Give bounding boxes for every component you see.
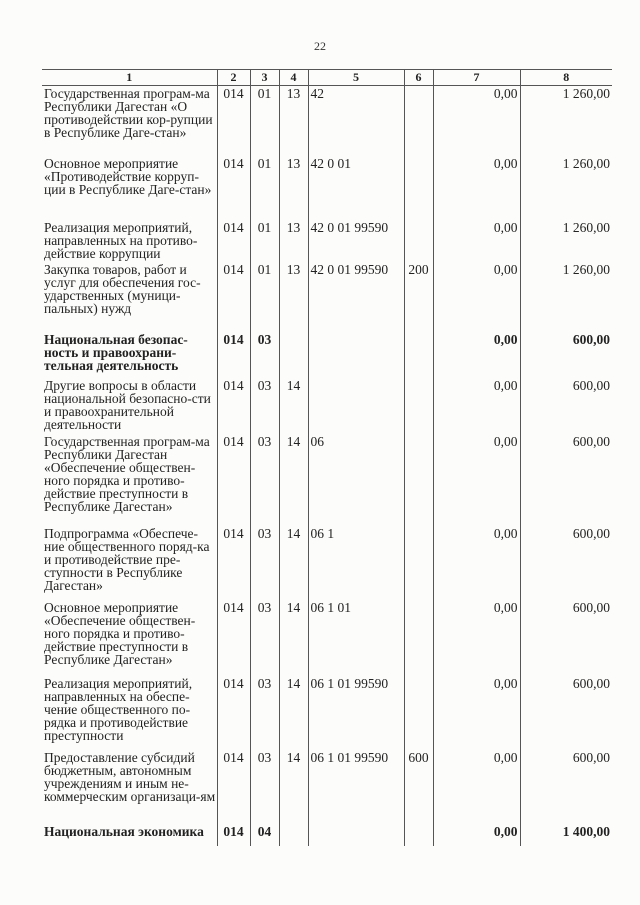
- target-article-cell: 06 1 01 99590: [308, 750, 404, 824]
- budget-table: [42, 69, 612, 846]
- subsection-cell: 14: [279, 750, 308, 824]
- section-cell: 01: [250, 86, 279, 156]
- table-row: [42, 262, 612, 332]
- amount-col7-cell: 0,00: [433, 750, 520, 824]
- column-header: 2: [217, 70, 250, 86]
- target-article-cell: [308, 824, 404, 846]
- target-article-cell: 42 0 01 99590: [308, 220, 404, 262]
- expense-type-cell: 600: [404, 750, 433, 824]
- row-name-cell: Основное мероприятие «Противодействие корруп-ции в Республике Даге-стан»: [44, 155, 212, 197]
- subsection-cell: 13: [279, 86, 308, 156]
- section-cell: 03: [250, 526, 279, 600]
- target-article-cell: 06: [308, 434, 404, 526]
- subsection-cell: [279, 824, 308, 846]
- amount-col8-cell: 600,00: [520, 526, 612, 600]
- row-name-cell: Основное мероприятие «Обеспечение обществен-ного порядка и противо-действие преступности в Республике Дагестан»: [44, 599, 196, 667]
- expense-type-cell: [404, 526, 433, 600]
- admin-code-cell: 014: [217, 526, 250, 600]
- section-cell: 03: [250, 750, 279, 824]
- amount-col8-cell: 1 260,00: [520, 220, 612, 262]
- admin-code-cell: 014: [217, 262, 250, 332]
- row-name-cell: Государственная програм-ма Республики Дагестан «Обеспечение обществен-ного порядка и противо-действие преступности в Республике Дагестан»: [44, 433, 210, 514]
- section-cell: 03: [250, 676, 279, 750]
- row-name-cell: Национальная безопас-ность и правоохрани-тельная деятельность: [44, 331, 188, 373]
- amount-col8-cell: 600,00: [520, 676, 612, 750]
- amount-col8-cell: 600,00: [520, 378, 612, 434]
- table-row: [42, 750, 612, 824]
- section-cell: 01: [250, 220, 279, 262]
- section-cell: 01: [250, 262, 279, 332]
- subsection-cell: 13: [279, 262, 308, 332]
- admin-code-cell: 014: [217, 86, 250, 156]
- subsection-cell: 14: [279, 526, 308, 600]
- expense-type-cell: [404, 600, 433, 676]
- target-article-cell: [308, 378, 404, 434]
- section-cell: 03: [250, 332, 279, 378]
- row-name-cell: Другие вопросы в области национальной безопасно-сти и правоохранительной деятельности: [44, 377, 211, 432]
- target-article-cell: 42 0 01: [308, 156, 404, 220]
- admin-code-cell: 014: [217, 378, 250, 434]
- subsection-cell: 14: [279, 434, 308, 526]
- target-article-cell: 06 1 01 99590: [308, 676, 404, 750]
- expense-type-cell: [404, 156, 433, 220]
- expense-type-cell: [404, 676, 433, 750]
- amount-col7-cell: 0,00: [433, 156, 520, 220]
- amount-col8-cell: 600,00: [520, 434, 612, 526]
- admin-code-cell: 014: [217, 220, 250, 262]
- target-article-cell: 42: [308, 86, 404, 156]
- expense-type-cell: [404, 220, 433, 262]
- column-header: 7: [433, 70, 520, 86]
- table-row: [42, 86, 612, 156]
- amount-col7-cell: 0,00: [433, 824, 520, 846]
- amount-col7-cell: 0,00: [433, 676, 520, 750]
- amount-col8-cell: 1 260,00: [520, 262, 612, 332]
- section-cell: 04: [250, 824, 279, 846]
- row-name-cell: Предоставление субсидий бюджетным, автономным учреждениям и иным не-коммерческим организаци-ям: [44, 749, 216, 804]
- section-cell: 03: [250, 600, 279, 676]
- section-cell: 03: [250, 434, 279, 526]
- table-row: [42, 526, 612, 600]
- amount-col7-cell: 0,00: [433, 86, 520, 156]
- expense-type-cell: [404, 378, 433, 434]
- row-name-cell: Реализация мероприятий, направленных на противо-действие коррупции: [44, 219, 198, 261]
- expense-type-cell: [404, 86, 433, 156]
- header-row: [42, 70, 612, 86]
- expense-type-cell: [404, 824, 433, 846]
- target-article-cell: 06 1 01: [308, 600, 404, 676]
- subsection-cell: 14: [279, 676, 308, 750]
- column-header: 1: [42, 70, 217, 86]
- subsection-cell: 14: [279, 378, 308, 434]
- subsection-cell: 14: [279, 600, 308, 676]
- target-article-cell: 42 0 01 99590: [308, 262, 404, 332]
- target-article-cell: 06 1: [308, 526, 404, 600]
- amount-col8-cell: 600,00: [520, 750, 612, 824]
- admin-code-cell: 014: [217, 600, 250, 676]
- column-header: 4: [279, 70, 308, 86]
- subsection-cell: 13: [279, 220, 308, 262]
- section-cell: 01: [250, 156, 279, 220]
- amount-col8-cell: 600,00: [520, 332, 612, 378]
- amount-col8-cell: 600,00: [520, 600, 612, 676]
- amount-col8-cell: 1 260,00: [520, 156, 612, 220]
- column-header: 8: [520, 70, 612, 86]
- table-row: [42, 378, 612, 434]
- amount-col8-cell: 1 260,00: [520, 86, 612, 156]
- column-header: 3: [250, 70, 279, 86]
- amount-col7-cell: 0,00: [433, 526, 520, 600]
- amount-col7-cell: 0,00: [433, 262, 520, 332]
- row-name-cell: Закупка товаров, работ и услуг для обеспечения гос-ударственных (муници-пальных) нужд: [44, 261, 201, 316]
- admin-code-cell: 014: [217, 156, 250, 220]
- table-row: [42, 824, 612, 846]
- table-row: [42, 434, 612, 526]
- table-row: [42, 600, 612, 676]
- row-name-cell: Реализация мероприятий, направленных на обеспе-чение общественного по-рядка и противодействие преступности: [44, 675, 193, 743]
- admin-code-cell: 014: [217, 750, 250, 824]
- admin-code-cell: 014: [217, 824, 250, 846]
- admin-code-cell: 014: [217, 332, 250, 378]
- amount-col7-cell: 0,00: [433, 220, 520, 262]
- admin-code-cell: 014: [217, 434, 250, 526]
- expense-type-cell: 200: [404, 262, 433, 332]
- subsection-cell: [279, 332, 308, 378]
- table-row: [42, 156, 612, 220]
- column-header: 6: [404, 70, 433, 86]
- section-cell: 03: [250, 378, 279, 434]
- column-header: 5: [308, 70, 404, 86]
- admin-code-cell: 014: [217, 676, 250, 750]
- table-row: [42, 332, 612, 378]
- row-name-cell: Государственная програм-ма Республики Дагестан «О противодействии кор-рупции в Республике Даге-стан»: [44, 86, 213, 140]
- row-name-cell: Подпрограмма «Обеспече-ние общественного поряд-ка и противодействие пре-ступности в Республике Дагестан»: [44, 525, 210, 593]
- table-row: [42, 676, 612, 750]
- amount-col7-cell: 0,00: [433, 378, 520, 434]
- amount-col7-cell: 0,00: [433, 434, 520, 526]
- page-number: 22: [314, 39, 326, 53]
- amount-col7-cell: 0,00: [433, 600, 520, 676]
- amount-col7-cell: 0,00: [433, 332, 520, 378]
- row-name-cell: Национальная экономика: [44, 823, 204, 839]
- target-article-cell: [308, 332, 404, 378]
- amount-col8-cell: 1 400,00: [520, 824, 612, 846]
- table-row: [42, 220, 612, 262]
- expense-type-cell: [404, 332, 433, 378]
- expense-type-cell: [404, 434, 433, 526]
- subsection-cell: 13: [279, 156, 308, 220]
